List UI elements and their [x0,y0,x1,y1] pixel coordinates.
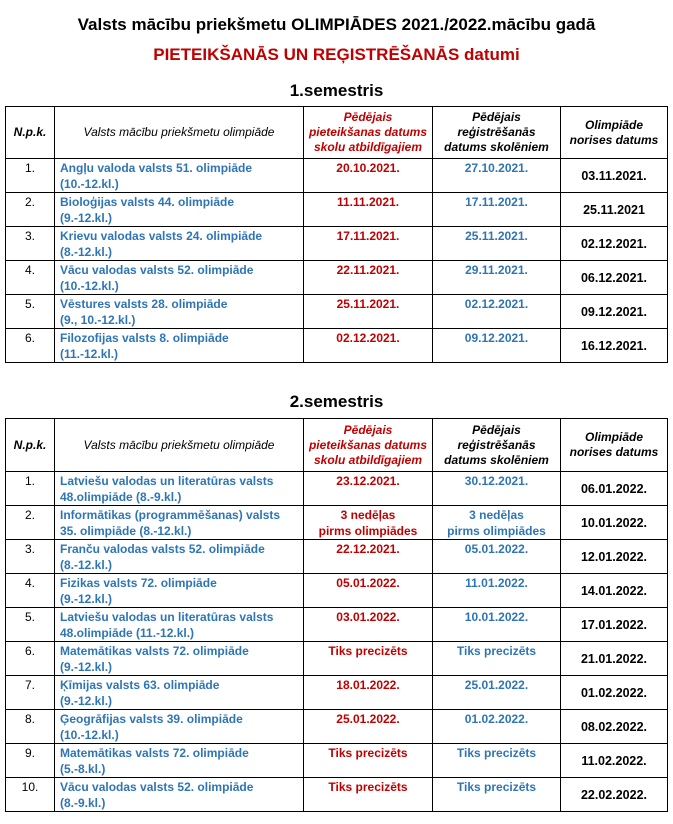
table-header-row [6,107,668,159]
olympiad-name: Bioloģijas valsts 44. olimpiāde (9.-12.kl.) [55,193,304,227]
application-deadline: 02.12.2021. [304,329,433,363]
olympiad-date: 10.01.2022. [561,506,668,540]
table-row [6,261,668,295]
application-deadline: 22.11.2021. [304,261,433,295]
table-row [6,574,668,608]
row-number: 6. [6,329,55,363]
registration-deadline: 17.11.2021. [433,193,561,227]
column-header-num: N.p.k. [6,419,55,472]
olympiad-name: Latviešu valodas un literatūras valsts 48.olimpiāde (8.-9.kl.) [55,472,304,506]
semester1-table [5,106,668,363]
column-header-register: Pēdējais reģistrēšanās datums skolēniem [433,419,561,472]
olympiad-date: 06.12.2021. [561,261,668,295]
column-header-apply: Pēdējais pieteikšanas datums skolu atbildīgajiem [304,419,433,472]
olympiad-date: 16.12.2021. [561,329,668,363]
registration-deadline: 29.11.2021. [433,261,561,295]
column-header-name: Valsts mācību priekšmetu olimpiāde [55,419,304,472]
table-row [6,506,668,540]
row-number: 5. [6,608,55,642]
application-deadline: 03.01.2022. [304,608,433,642]
table-row [6,472,668,506]
registration-deadline: 09.12.2021. [433,329,561,363]
olympiad-name: Matemātikas valsts 72. olimpiāde (5.-8.kl.) [55,744,304,778]
olympiad-name: Informātikas (programmēšanas) valsts 35. olimpiāde (8.-12.kl.) [55,506,304,540]
olympiad-date: 01.02.2022. [561,676,668,710]
row-number: 5. [6,295,55,329]
application-deadline: 25.01.2022. [304,710,433,744]
row-number: 7. [6,676,55,710]
olympiad-date: 21.01.2022. [561,642,668,676]
table-row [6,710,668,744]
olympiad-name: Vācu valodas valsts 52. olimpiāde (10.-12.kl.) [55,261,304,295]
column-header-num: N.p.k. [6,107,55,159]
olympiad-name: Filozofijas valsts 8. olimpiāde (11.-12.kl.) [55,329,304,363]
column-header-name: Valsts mācību priekšmetu olimpiāde [55,107,304,159]
semester1-heading: 1.semestris [289,81,384,100]
olympiad-date: 25.11.2021 [561,193,668,227]
olympiad-name: Franču valodas valsts 52. olimpiāde (8.-12.kl.) [55,540,304,574]
olympiad-name: Latviešu valodas un literatūras valsts 48.olimpiāde (11.-12.kl.) [55,608,304,642]
registration-deadline: 30.12.2021. [433,472,561,506]
table-row [6,778,668,812]
table-row [6,642,668,676]
row-number: 3. [6,227,55,261]
table-row [6,159,668,193]
row-number: 6. [6,642,55,676]
table-row [6,295,668,329]
registration-deadline: 01.02.2022. [433,710,561,744]
olympiad-name: Vēstures valsts 28. olimpiāde (9., 10.-12.kl.) [55,295,304,329]
olympiad-name: Vācu valodas valsts 52. olimpiāde (8.-9.kl.) [55,778,304,812]
registration-deadline: Tiks precizēts [433,642,561,676]
olympiad-date: 06.01.2022. [561,472,668,506]
column-header-register: Pēdējais reģistrēšanās datums skolēniem [433,107,561,159]
table-row [6,608,668,642]
registration-deadline: Tiks precizēts [433,744,561,778]
olympiad-name: Ķīmijas valsts 63. olimpiāde (9.-12.kl.) [55,676,304,710]
olympiad-date: 03.11.2021. [561,159,668,193]
row-number: 4. [6,261,55,295]
olympiad-date: 09.12.2021. [561,295,668,329]
row-number: 2. [6,506,55,540]
table-row [6,540,668,574]
document-title: Valsts mācību priekšmetu OLIMPIĀDES 2021./2022.mācību gadā [77,15,596,34]
document-subtitle: PIETEIKŠANĀS UN REĢISTRĒŠANĀS datumi [153,45,520,64]
olympiad-name: Fizikas valsts 72. olimpiāde (9.-12.kl.) [55,574,304,608]
registration-deadline: 11.01.2022. [433,574,561,608]
registration-deadline: 02.12.2021. [433,295,561,329]
application-deadline: 17.11.2021. [304,227,433,261]
olympiad-date: 02.12.2021. [561,227,668,261]
column-header-held: Olimpiāde norises datums [561,107,668,159]
registration-deadline: 10.01.2022. [433,608,561,642]
registration-deadline: 25.11.2021. [433,227,561,261]
table-row [6,227,668,261]
application-deadline: 25.11.2021. [304,295,433,329]
row-number: 1. [6,472,55,506]
registration-deadline: 3 nedēļas pirms olimpiādes [433,506,561,540]
application-deadline: 11.11.2021. [304,193,433,227]
olympiad-name: Angļu valoda valsts 51. olimpiāde (10.-12.kl.) [55,159,304,193]
row-number: 8. [6,710,55,744]
application-deadline: 20.10.2021. [304,159,433,193]
registration-deadline: 05.01.2022. [433,540,561,574]
table-header-row [6,419,668,472]
semester2-table [5,418,668,812]
olympiad-name: Krievu valodas valsts 24. olimpiāde (8.-12.kl.) [55,227,304,261]
registration-deadline: 27.10.2021. [433,159,561,193]
application-deadline: Tiks precizēts [304,642,433,676]
application-deadline: 3 nedēļas pirms olimpiādes [304,506,433,540]
table-row [6,329,668,363]
olympiad-name: Ģeogrāfijas valsts 39. olimpiāde (10.-12.kl.) [55,710,304,744]
row-number: 10. [6,778,55,812]
row-number: 1. [6,159,55,193]
column-header-held: Olimpiāde norises datums [561,419,668,472]
olympiad-date: 22.02.2022. [561,778,668,812]
table-row [6,676,668,710]
application-deadline: 22.12.2021. [304,540,433,574]
table-row [6,744,668,778]
application-deadline: Tiks precizēts [304,778,433,812]
olympiad-date: 14.01.2022. [561,574,668,608]
semester2-heading: 2.semestris [289,392,384,411]
registration-deadline: 25.01.2022. [433,676,561,710]
row-number: 4. [6,574,55,608]
row-number: 3. [6,540,55,574]
row-number: 9. [6,744,55,778]
table-row [6,193,668,227]
column-header-apply: Pēdējais pieteikšanas datums skolu atbildīgajiem [304,107,433,159]
application-deadline: 18.01.2022. [304,676,433,710]
olympiad-date: 08.02.2022. [561,710,668,744]
olympiad-name: Matemātikas valsts 72. olimpiāde (9.-12.kl.) [55,642,304,676]
olympiad-date: 17.01.2022. [561,608,668,642]
olympiad-date: 12.01.2022. [561,540,668,574]
application-deadline: 05.01.2022. [304,574,433,608]
row-number: 2. [6,193,55,227]
olympiad-date: 11.02.2022. [561,744,668,778]
application-deadline: Tiks precizēts [304,744,433,778]
registration-deadline: Tiks precizēts [433,778,561,812]
application-deadline: 23.12.2021. [304,472,433,506]
